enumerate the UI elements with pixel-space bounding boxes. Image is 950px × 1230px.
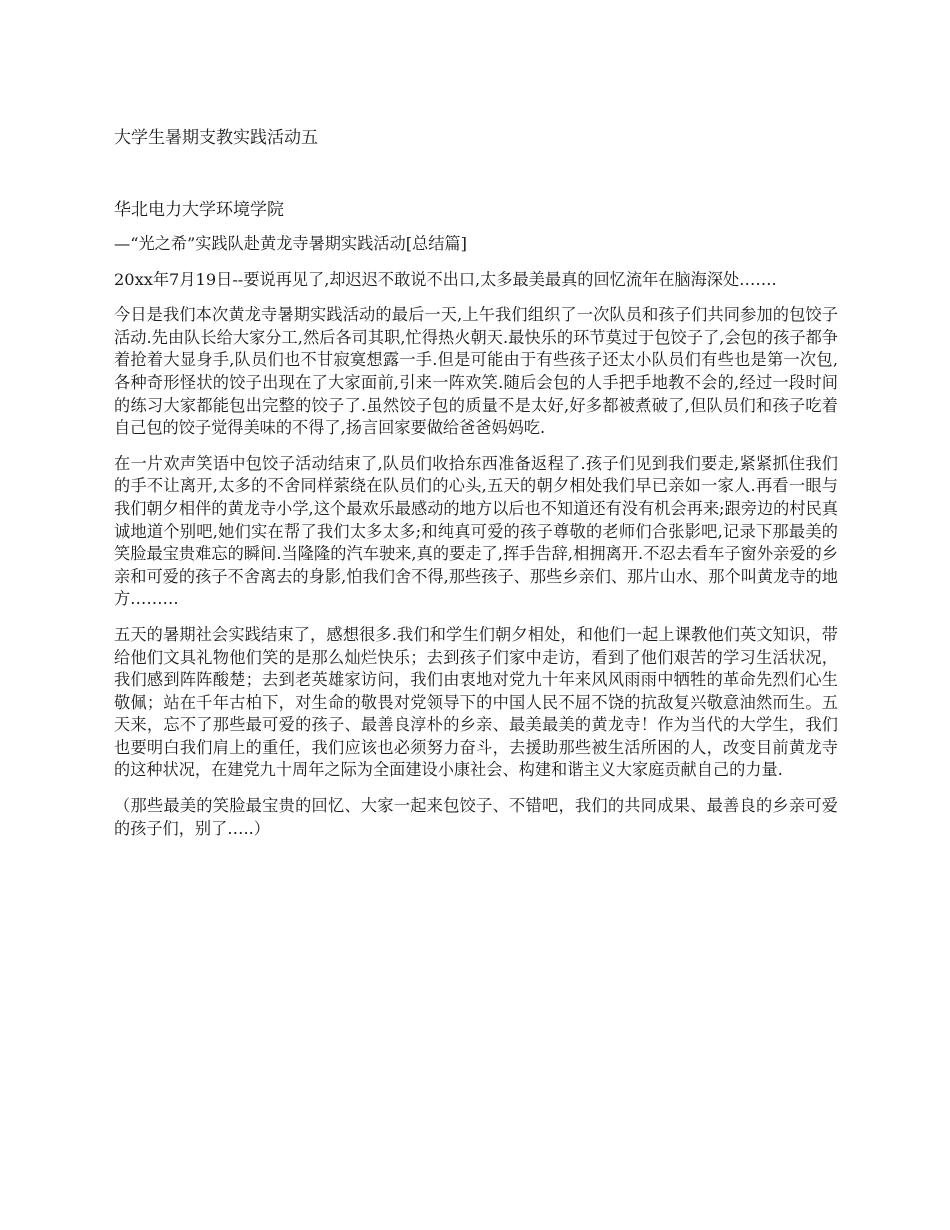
document-body <box>114 233 838 853</box>
school-name: 华北电力大学环境学院 <box>114 200 284 220</box>
paragraph-closing-note: （那些最美的笑脸最宝贵的回忆、大家一起来包饺子、不错吧，我们的共同成果、最善良的乡亲可爱的孩子们，别了…..） <box>114 796 838 838</box>
activity-heading: —“光之希”实践队赴黄龙寺暑期实践活动[总结篇] <box>114 234 467 253</box>
paragraph-reflection: 五天的暑期社会实践结束了，感想很多.我们和学生们朝夕相处，和他们一起上课教他们英文知识，带给他们文具礼物他们笑的是那么灿烂快乐；去到孩子们家中走访，看到了他们艰苦的学习生活状况，我们感到阵阵酸楚；去到老英雄家访问，我们由衷地对党九十年来风风雨雨中牺牲的革命先烈们心生敬佩；站在千年古柏下，对生命的敬畏对党领导下的中国人民不屈不饶的抗敌复兴敬意油然而生。五天来，忘不了那些最可爱的孩子、最善良淳朴的乡亲、最美最美的黄龙寺！作为当代的大学生，我们也要明白我们肩上的重任，我们应该也必须努力奋斗，去援助那些被生活所困的人，改变目前黄龙寺的这种状况，在建党九十周年之际为全面建设小康社会、构建和谐主义大家庭贡献自己的力量. <box>114 624 838 780</box>
paragraph-dumpling-activity: 今日是我们本次黄龙寺暑期实践活动的最后一天,上午我们组织了一次队员和孩子们共同参加的包饺子活动.先由队长给大家分工,然后各司其职,忙得热火朝天.最快乐的环节莫过于包饺子了,会包的孩子都争着抢着大显身手,队员们也不甘寂寞想露一手.但是可能由于有些孩子还太小队员们有些也是第一次包,各种奇形怪状的饺子出现在了大家面前,引来一阵欢笑.随后会包的人手把手地教不会的,经过一段时间的练习大家都能包出完整的饺子了.虽然饺子包的质量不是太好,好多都被煮破了,但队员们和孩子吃着自己包的饺子觉得美味的不得了,扬言回家要做给爸爸妈妈吃. <box>114 305 838 438</box>
paragraph-farewell: 在一片欢声笑语中包饺子活动结束了,队员们收拾东西准备返程了.孩子们见到我们要走,紧紧抓住我们的手不让离开,太多的不舍同样萦绕在队员们的心头,五天的朝夕相处我们早已亲如一家人.再看一眼与我们朝夕相伴的黄龙寺小学,这个最欢乐最感动的地方以后也不知道还有没有机会再来;跟旁边的村民真诚地道个别吧,她们实在帮了我们太多太多;和纯真可爱的孩子尊敬的老师们合张影吧,记录下那最美的笑脸最宝贵难忘的瞬间.当隆隆的汽车驶来,真的要走了,挥手告辞,相拥离开.不忍去看车子窗外亲爱的乡亲和可爱的孩子不舍离去的身影,怕我们舍不得,那些孩子、那些乡亲们、那片山水、那个叫黄龙寺的地方……… <box>114 453 838 609</box>
paragraph-date-intro: 20xx年7月19日--要说再见了,却迟迟不敢说不出口,太多最美最真的回忆流年在脑海深处……. <box>114 269 777 289</box>
document-title: 大学生暑期支教实践活动五 <box>114 128 318 148</box>
